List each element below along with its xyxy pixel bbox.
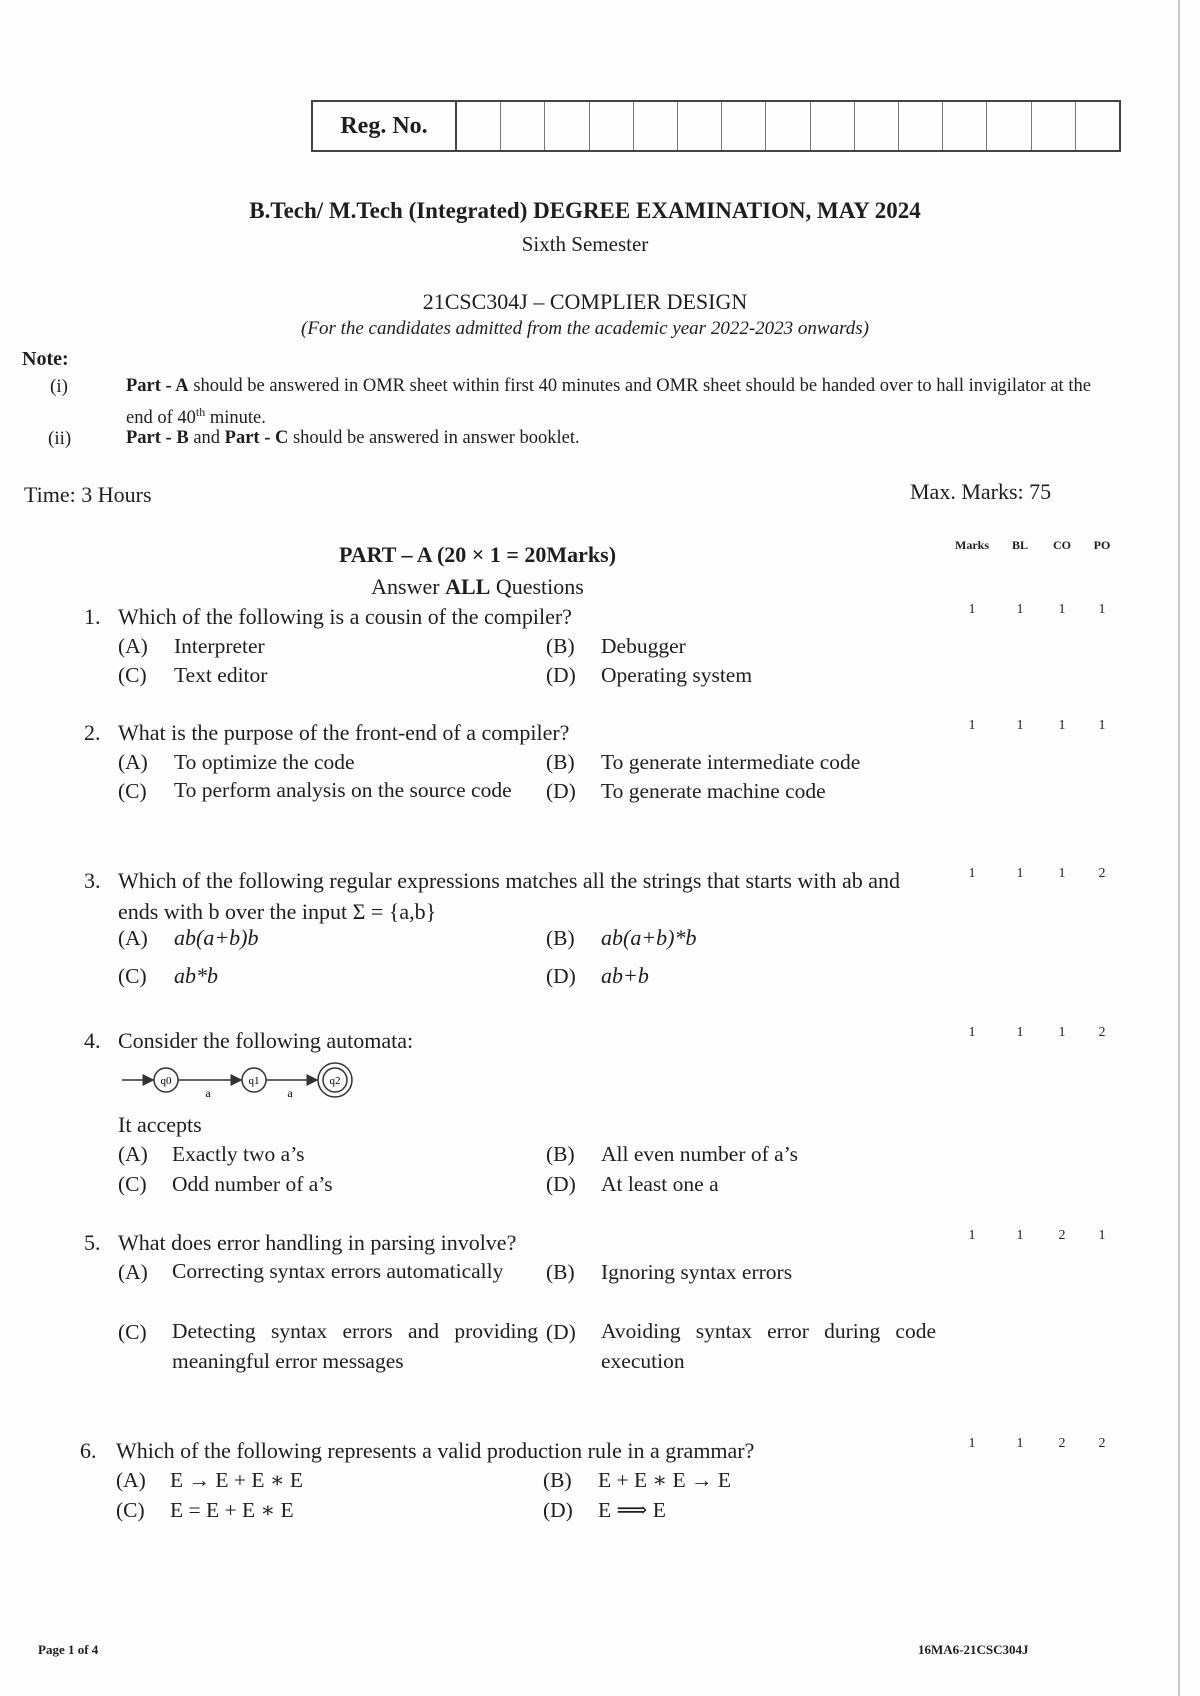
note-item-2 <box>126 425 1116 451</box>
question-5-text: What does error handling in parsing involve? <box>118 1230 517 1255</box>
q3-option-d: ab+b <box>601 963 649 988</box>
q2-bl: 1 <box>1016 718 1024 733</box>
q1-option-b-label: (B) <box>546 634 575 658</box>
q3-option-d-label: (D) <box>546 964 576 988</box>
note-item-1-text: should be answered in OMR sheet within first 40 minutes and OMR sheet should be handed over to hall invigilator at the end of 40 <box>126 376 1091 429</box>
q2-option-b: To generate intermediate code <box>601 750 861 774</box>
q3-marks: 1 <box>968 866 976 881</box>
question-6-num: 6. <box>80 1438 97 1463</box>
reg-number-cell <box>634 102 678 150</box>
question-3-text: Which of the following regular expressions matches all the strings that starts with ab and ends with b over the input Σ = {a,b} <box>118 868 901 924</box>
reg-number-cell <box>457 102 501 150</box>
q5-option-a-label: (A) <box>118 1260 148 1284</box>
q1-option-c-label: (C) <box>118 663 147 687</box>
col-bl: BL <box>1011 538 1028 552</box>
q4-co: 1 <box>1058 1025 1066 1040</box>
part-a-instruction-bold: ALL <box>445 574 491 599</box>
q6-option-b-label: (B) <box>543 1468 572 1492</box>
q3-bl: 1 <box>1016 866 1024 881</box>
q4-po: 2 <box>1098 1025 1106 1040</box>
question-6-text: Which of the following represents a valid production rule in a grammar? <box>116 1438 755 1463</box>
q5-option-c: Detecting syntax errors and providing meaningful error messages <box>172 1319 538 1373</box>
edge-q0-q1-label: a <box>205 1086 211 1100</box>
q4-option-a: Exactly two a’s <box>172 1142 305 1166</box>
q1-option-d: Operating system <box>601 663 753 687</box>
page-number: Page 1 of 4 <box>38 1642 99 1657</box>
scan-edge <box>1178 0 1180 1696</box>
q2-option-d-label: (D) <box>546 779 576 803</box>
q2-option-c: To perform analysis on the source code <box>174 778 512 802</box>
state-q2-label: q2 <box>329 1075 341 1087</box>
q1-co: 1 <box>1058 602 1066 617</box>
question-1-num: 1. <box>84 604 101 629</box>
part-a-title: PART – A (20 × 1 = 20Marks) <box>338 542 617 567</box>
q1-option-d-label: (D) <box>546 663 576 687</box>
q2-option-d: To generate machine code <box>601 779 826 803</box>
reg-number-cell <box>855 102 899 150</box>
q1-bl: 1 <box>1016 602 1024 617</box>
note-item-1-tail: minute. <box>205 408 266 429</box>
reg-number-cells <box>457 102 1119 150</box>
q5-option-b: Ignoring syntax errors <box>601 1260 793 1284</box>
q6-option-a: E → E + E ∗ E <box>170 1468 304 1492</box>
note-item-2-text: should be answered in answer booklet. <box>288 428 580 448</box>
q6-option-d: E ⟹ E <box>598 1498 666 1522</box>
q4-marks: 1 <box>968 1025 976 1040</box>
q3-option-b: ab(a+b)*b <box>601 925 697 950</box>
q6-option-b: E + E ∗ E → E <box>598 1468 732 1492</box>
q1-marks: 1 <box>968 602 976 617</box>
q4-option-d-label: (D) <box>546 1172 576 1196</box>
reg-number-cell <box>899 102 943 150</box>
question-2-text: What is the purpose of the front-end of a compiler? <box>118 720 570 745</box>
q5-bl: 1 <box>1016 1228 1024 1243</box>
q6-po: 2 <box>1098 1436 1106 1451</box>
q3-option-b-label: (B) <box>546 926 575 950</box>
col-co: CO <box>1053 538 1071 552</box>
reg-number-cell <box>501 102 545 150</box>
q5-option-b-label: (B) <box>546 1260 575 1284</box>
note-num-1: (i) <box>50 376 68 397</box>
reg-number-cell <box>590 102 634 150</box>
note-item-2-bold2: Part - C <box>224 428 289 448</box>
q5-option-c-label: (C) <box>118 1320 147 1344</box>
question-2-num: 2. <box>84 720 101 745</box>
question-1-text: Which of the following is a cousin of the compiler? <box>118 604 572 629</box>
q1-option-a-label: (A) <box>118 634 148 658</box>
q1-option-c: Text editor <box>174 663 268 687</box>
reg-number-box <box>311 100 1121 152</box>
q4-bl: 1 <box>1016 1025 1024 1040</box>
q5-option-d-label: (D) <box>546 1320 576 1344</box>
question-4-text: Consider the following automata: <box>118 1028 414 1053</box>
automaton-diagram <box>120 1060 370 1110</box>
max-marks: Max. Marks: 75 <box>910 479 1052 504</box>
col-marks: Marks <box>955 538 989 552</box>
reg-number-cell <box>722 102 766 150</box>
state-q0-label: q0 <box>160 1075 172 1087</box>
q2-marks: 1 <box>968 718 976 733</box>
q4-option-c: Odd number of a’s <box>172 1172 333 1196</box>
question-4-num: 4. <box>84 1028 101 1053</box>
time-allowed: Time: 3 Hours <box>24 482 152 507</box>
q6-option-a-label: (A) <box>116 1468 146 1492</box>
q6-option-c-label: (C) <box>116 1498 145 1522</box>
note-num-2: (ii) <box>48 428 72 449</box>
part-a-instruction-prefix: Answer <box>371 574 446 599</box>
note-item-1-sup: th <box>195 405 206 419</box>
q2-option-c-label: (C) <box>118 779 147 803</box>
q3-option-c-label: (C) <box>118 964 147 988</box>
q4-option-b-label: (B) <box>546 1142 575 1166</box>
question-5-num: 5. <box>84 1230 101 1255</box>
reg-number-cell <box>943 102 987 150</box>
part-a-instruction-suffix: Questions <box>490 574 584 599</box>
reg-number-label: Reg. No. <box>313 102 457 150</box>
state-q1-label: q1 <box>248 1075 260 1087</box>
q4-accepts: It accepts <box>118 1112 202 1137</box>
note-item-1-bold: Part - A <box>126 376 189 396</box>
q1-po: 1 <box>1098 602 1106 617</box>
note-item-2-bold: Part - B <box>126 428 189 448</box>
q2-option-b-label: (B) <box>546 750 575 774</box>
reg-number-cell <box>811 102 855 150</box>
q5-po: 1 <box>1098 1228 1106 1243</box>
q3-option-a-label: (A) <box>118 926 148 950</box>
q5-marks: 1 <box>968 1228 976 1243</box>
q5-option-a: Correcting syntax errors automatically <box>172 1259 504 1283</box>
note-item-2-mid: and <box>188 428 225 448</box>
q1-option-a: Interpreter <box>174 634 265 658</box>
q1-option-b: Debugger <box>601 634 686 658</box>
q6-co: 2 <box>1058 1436 1066 1451</box>
question-3-num: 3. <box>84 868 101 893</box>
edge-q1-q2-label: a <box>287 1086 293 1100</box>
q2-option-a: To optimize the code <box>174 750 355 774</box>
semester: Sixth Semester <box>521 232 649 256</box>
part-a-instruction <box>0 574 955 600</box>
reg-number-cell <box>766 102 810 150</box>
q4-option-b: All even number of a’s <box>601 1142 799 1166</box>
q2-option-a-label: (A) <box>118 750 148 774</box>
q4-option-d: At least one a <box>601 1172 719 1196</box>
reg-number-cell <box>1076 102 1119 150</box>
reg-number-cell <box>545 102 589 150</box>
q3-option-c: ab*b <box>174 963 218 988</box>
q3-option-a: ab(a+b)b <box>174 925 259 950</box>
reg-number-cell <box>987 102 1031 150</box>
q6-marks: 1 <box>968 1436 976 1451</box>
note-item-1 <box>126 373 1116 431</box>
q6-bl: 1 <box>1016 1436 1024 1451</box>
q4-option-a-label: (A) <box>118 1142 148 1166</box>
q2-co: 1 <box>1058 718 1066 733</box>
reg-number-cell <box>1032 102 1076 150</box>
q3-co: 1 <box>1058 866 1066 881</box>
q5-co: 2 <box>1058 1228 1066 1243</box>
admitted-note: (For the candidates admitted from the academic year 2022-2023 onwards) <box>301 318 869 339</box>
q3-po: 2 <box>1098 866 1106 881</box>
q6-option-d-label: (D) <box>543 1498 573 1522</box>
note-heading: Note: <box>22 348 69 370</box>
col-po: PO <box>1093 538 1111 552</box>
q2-po: 1 <box>1098 718 1106 733</box>
paper-code: 16MA6-21CSC304J <box>918 1642 1029 1657</box>
q5-option-d: Avoiding syntax error during code execution <box>601 1319 936 1373</box>
reg-number-cell <box>678 102 722 150</box>
exam-title: B.Tech/ M.Tech (Integrated) DEGREE EXAMINATION, MAY 2024 <box>249 198 921 223</box>
q6-option-c: E = E + E ∗ E <box>170 1498 294 1522</box>
course-title: 21CSC304J – COMPLIER DESIGN <box>422 289 748 314</box>
q4-option-c-label: (C) <box>118 1172 147 1196</box>
